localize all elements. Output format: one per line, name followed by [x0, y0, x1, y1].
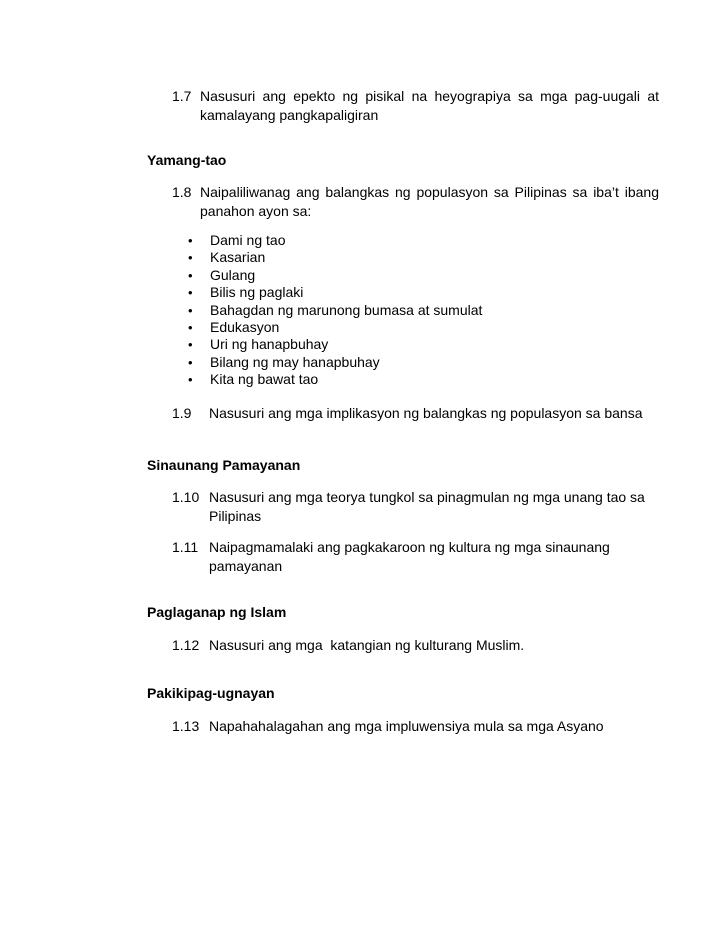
competency-1-11: [172, 538, 662, 576]
bullet-icon: •: [188, 354, 193, 370]
item-text: Naipaliliwanag ang balangkas ng populasyon sa Pilipinas sa iba’t ibang panahon ayon sa:: [200, 184, 659, 219]
list-item-text: Dami ng tao: [210, 232, 286, 248]
bullet-icon: •: [188, 372, 193, 388]
population-factors-list: [188, 232, 482, 389]
list-item-text: Bahagdan ng marunong bumasa at sumulat: [210, 301, 483, 318]
list-item: [188, 249, 482, 266]
list-item-text: Edukasyon: [210, 318, 280, 335]
section-heading-pakikipag-ugnayan: Pakikipag-ugnayan: [147, 685, 275, 701]
bullet-icon: •: [188, 337, 193, 353]
competency-1-8: [172, 183, 659, 221]
list-item: [188, 232, 482, 249]
list-item-text: Kita ng bawat tao: [210, 371, 319, 388]
list-item: [188, 319, 482, 336]
list-item-text: Bilang ng may hanapbuhay: [210, 353, 380, 370]
item-text: Naipagmamalaki ang pagkakaroon ng kultura ng mga sinaunang pamayanan: [209, 539, 610, 574]
item-number: 1.12: [172, 637, 200, 653]
list-item: [188, 336, 482, 353]
list-item: [188, 371, 482, 388]
competency-1-9: [172, 404, 672, 423]
bullet-icon: •: [188, 250, 193, 266]
list-item-text: Bilis ng paglaki: [210, 284, 304, 301]
list-item: [188, 267, 482, 284]
bullet-icon: •: [188, 233, 193, 248]
item-text: Nasusuri ang mga implikasyon ng balangkas ng populasyon sa bansa: [209, 405, 643, 421]
bullet-icon: •: [188, 267, 193, 283]
item-text: Nasusuri ang epekto ng pisikal na heyograpiya sa mga pag-uugali at kamalayang pangkapaligiran: [200, 88, 659, 123]
bullet-icon: •: [188, 285, 193, 301]
item-text: Napahahalagahan ang mga impluwensiya mula sa mga Asyano: [209, 718, 604, 734]
competency-1-7: [172, 87, 659, 125]
item-number: 1.7: [172, 88, 192, 104]
section-heading-yamang-tao: Yamang-tao: [147, 152, 227, 168]
item-number: 1.13: [172, 718, 200, 734]
list-item: [188, 302, 482, 319]
list-item-text: Kasarian: [210, 249, 266, 266]
bullet-icon: •: [188, 319, 193, 335]
item-text: Nasusuri ang mga teorya tungkol sa pinagmulan ng mga unang tao sa Pilipinas: [209, 489, 645, 524]
section-heading-sinaunang-pamayanan: Sinaunang Pamayanan: [147, 457, 301, 473]
item-number: 1.10: [172, 489, 200, 505]
competency-1-12: [172, 636, 672, 655]
item-number: 1.8: [172, 184, 192, 200]
bullet-icon: •: [188, 302, 193, 318]
list-item-text: Gulang: [210, 266, 256, 283]
competency-1-13: [172, 717, 672, 736]
list-item: [188, 284, 482, 301]
section-heading-paglaganap-ng-islam: Paglaganap ng Islam: [147, 604, 287, 620]
competency-1-10: [172, 488, 662, 526]
item-number: 1.11: [172, 539, 199, 555]
item-text: Nasusuri ang mga katangian ng kulturang Muslim.: [209, 637, 525, 653]
item-number: 1.9: [172, 405, 192, 421]
list-item-text: Uri ng hanapbuhay: [210, 336, 329, 353]
list-item: [188, 354, 482, 371]
